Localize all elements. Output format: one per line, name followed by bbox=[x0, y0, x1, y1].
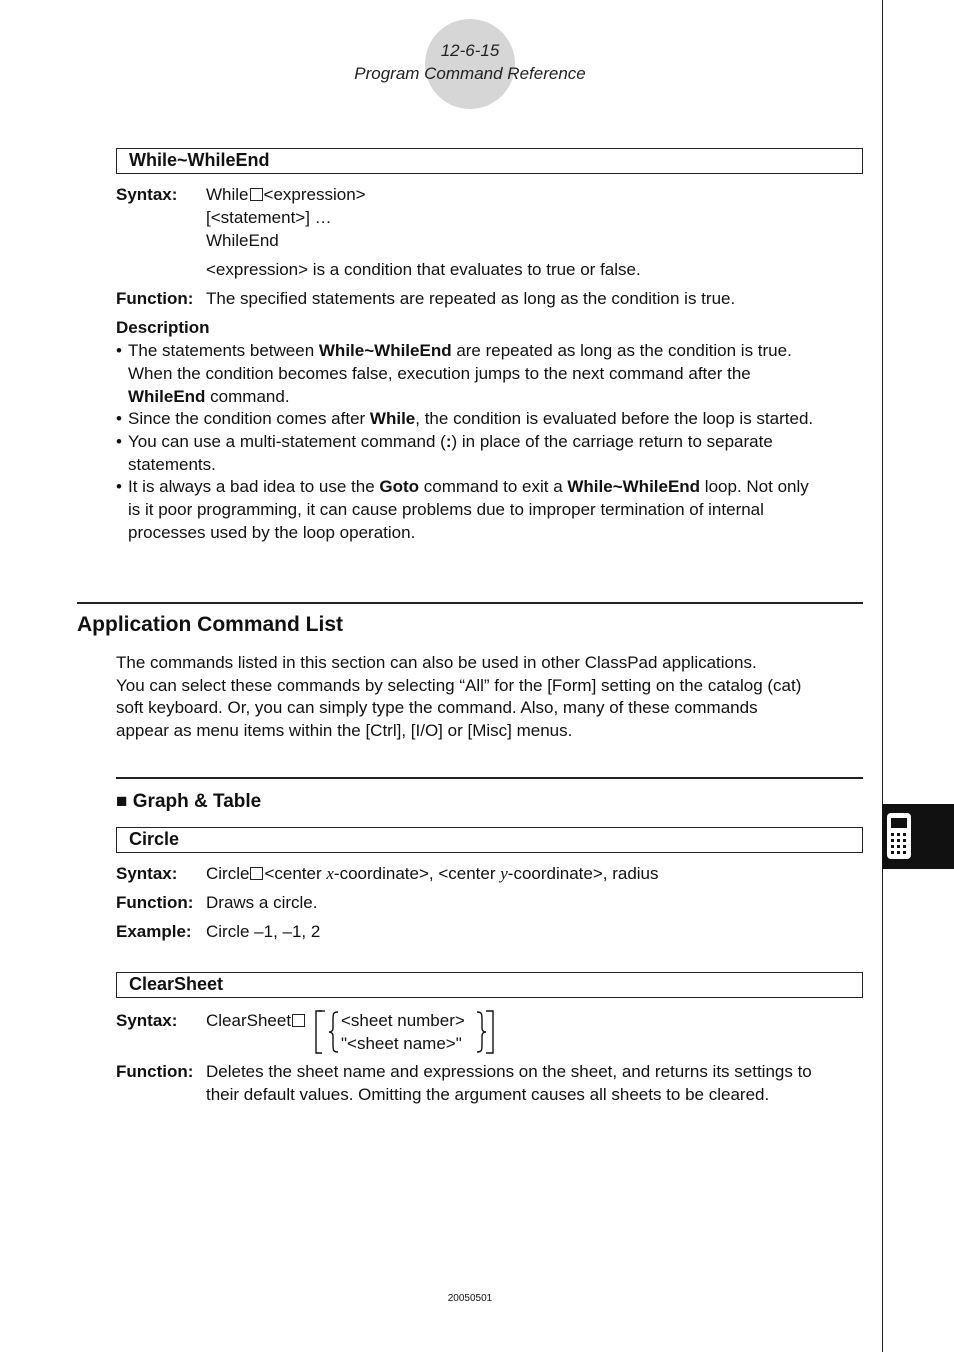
clearsheet-function-line2: their default values. Omitting the argument causes all sheets to be cleared. bbox=[206, 1085, 770, 1104]
section-divider bbox=[77, 602, 863, 604]
subsection-divider bbox=[116, 777, 863, 779]
bullet-1-line3: WhileEnd command. bbox=[128, 387, 290, 406]
calculator-icon bbox=[882, 804, 954, 869]
space-symbol bbox=[250, 188, 263, 201]
while-function-label: Function: bbox=[116, 289, 194, 308]
app-section-title: Application Command List bbox=[77, 613, 344, 636]
clearsheet-option-name: "<sheet name>" bbox=[341, 1034, 462, 1053]
bullet-4-line3: processes used by the loop operation. bbox=[128, 523, 416, 542]
while-expression: <expression> bbox=[263, 185, 366, 204]
bullet-4-line2: is it poor programming, it can cause problems due to improper termination of internal bbox=[128, 500, 764, 519]
bullet-1-line1: The statements between While~WhileEnd are repeated as long as the condition is true. bbox=[128, 341, 792, 360]
section-title: Program Command Reference bbox=[354, 64, 586, 83]
while-keyword: While bbox=[206, 185, 249, 204]
graph-table-heading: ■ Graph & Table bbox=[116, 791, 262, 812]
circle-example-text: Circle –1, –1, 2 bbox=[206, 922, 321, 941]
footer-code: 20050501 bbox=[447, 1293, 493, 1304]
app-section-para-line2: You can select these commands by selecting “All” for the [Form] setting on the catalog (cat) bbox=[116, 676, 802, 695]
circle-syntax-text: Circle <center x-coordinate>, <center y-coordinate>, radius bbox=[206, 864, 659, 883]
page-number: 12-6-15 bbox=[440, 41, 500, 60]
clearsheet-syntax-label: Syntax: bbox=[116, 1011, 178, 1030]
circle-syntax-label: Syntax: bbox=[116, 864, 178, 883]
circle-function-label: Function: bbox=[116, 893, 194, 912]
while-syntax-line1 bbox=[206, 185, 366, 205]
clearsheet-heading-box bbox=[116, 972, 863, 998]
circle-heading: Circle bbox=[129, 829, 180, 849]
while-heading-box bbox=[116, 148, 863, 174]
bullet-4-marker: • bbox=[116, 477, 122, 496]
while-heading: While~WhileEnd bbox=[129, 150, 270, 170]
while-syntax-label: Syntax: bbox=[116, 185, 178, 204]
app-section-para-line4: appear as menu items within the [Ctrl], [I/O] or [Misc] menus. bbox=[116, 721, 573, 740]
bullet-1-line2: When the condition becomes false, execution jumps to the next command after the bbox=[128, 364, 751, 383]
while-description-label: Description bbox=[116, 318, 210, 337]
bullet-2-line1: Since the condition comes after While, the condition is evaluated before the loop is started. bbox=[128, 409, 814, 428]
circle-example-label: Example: bbox=[116, 922, 192, 941]
circle-heading-box bbox=[116, 827, 863, 853]
app-section-para-line1: The commands listed in this section can also be used in other ClassPad applications. bbox=[116, 653, 757, 672]
while-syntax-line2: [<statement>] … bbox=[206, 208, 332, 227]
while-expression-note: <expression> is a condition that evaluates to true or false. bbox=[206, 260, 641, 279]
margin-rule bbox=[882, 0, 883, 1352]
square-bullet-icon: ■ bbox=[116, 791, 128, 812]
space-symbol bbox=[292, 1014, 305, 1027]
clearsheet-syntax-keyword: ClearSheet bbox=[206, 1011, 306, 1031]
clearsheet-function-label: Function: bbox=[116, 1062, 194, 1081]
app-section-para-line3: soft keyboard. Or, you can simply type the command. Also, many of these commands bbox=[116, 698, 758, 717]
bullet-4-line1: It is always a bad idea to use the Goto command to exit a While~WhileEnd loop. Not only bbox=[128, 477, 809, 496]
bullet-3-marker: • bbox=[116, 432, 122, 451]
space-symbol bbox=[250, 867, 263, 880]
bullet-3-line2: statements. bbox=[128, 455, 216, 474]
bullet-1-marker: • bbox=[116, 341, 122, 360]
clearsheet-heading: ClearSheet bbox=[129, 974, 224, 994]
while-syntax-line3: WhileEnd bbox=[206, 231, 279, 250]
chapter-tab bbox=[882, 804, 954, 869]
bullet-3-line1: You can use a multi-statement command (:) in place of the carriage return to separate bbox=[128, 432, 773, 451]
clearsheet-function-line1: Deletes the sheet name and expressions on the sheet, and returns its settings to bbox=[206, 1062, 812, 1081]
bullet-2-marker: • bbox=[116, 409, 122, 428]
circle-function-text: Draws a circle. bbox=[206, 893, 318, 912]
clearsheet-option-number: <sheet number> bbox=[341, 1011, 465, 1030]
while-function-text: The specified statements are repeated as long as the condition is true. bbox=[206, 289, 736, 308]
